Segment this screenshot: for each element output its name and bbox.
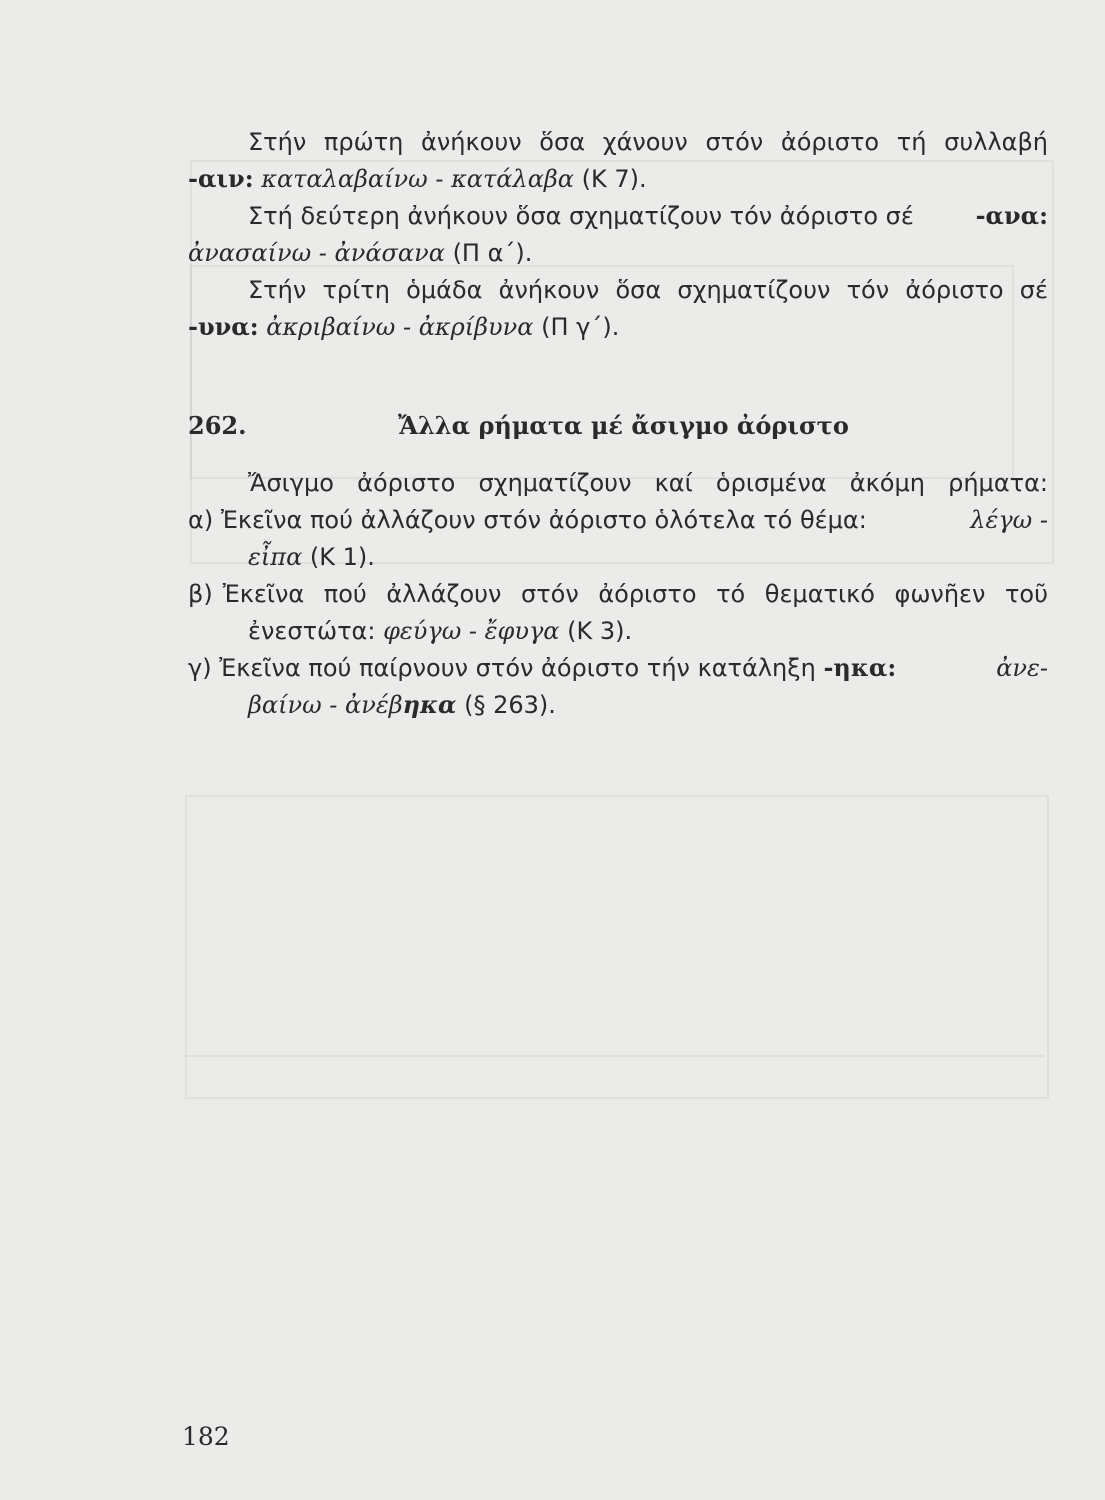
example-akrivaino: ἀκριβαίνω - ἀκρίβυνα xyxy=(266,313,534,341)
example-anasaino: ἀνασαίνω - ἀνάσανα xyxy=(188,239,445,267)
ref-k3: (Κ 3). xyxy=(567,617,633,645)
ref-pa: (Π α΄). xyxy=(452,239,533,267)
ref-263: (§ 263). xyxy=(464,691,556,719)
section-number: 262. xyxy=(188,411,247,440)
paragraph-3-line-2 xyxy=(188,311,619,343)
ending-ika: -ηκα: xyxy=(823,653,897,682)
ref-pg: (Π γ΄). xyxy=(541,313,620,341)
example-katalavaino: καταλαβαίνω - κατάλαβα xyxy=(261,165,574,193)
paragraph-3-line-1: Στήν τρίτη ὁμάδα ἀνήκουν ὅσα σχηματίζουν τόν ἀόριστο σέ xyxy=(248,276,1048,304)
paragraph-1-line-2 xyxy=(188,163,647,195)
item-c-marker: γ) xyxy=(188,654,212,682)
item-b-marker: β) xyxy=(188,580,213,608)
item-a-line-1 xyxy=(188,504,1048,536)
bleed-through-table-bottom xyxy=(185,795,1049,1099)
item-a-text: Ἐκεῖνα πού ἀλλάζουν στόν ἀόριστο ὁλότελα τό θέμα: xyxy=(220,506,867,534)
example-anevaino: βαίνω - ἀνέβ xyxy=(248,691,403,719)
paragraph-1-line-1: Στήν πρώτη ἀνήκουν ὅσα χάνουν στόν ἀόριστο τή συλλαβή xyxy=(248,128,1048,156)
item-c-line-1 xyxy=(188,652,1048,684)
ending-aiv: -αιν: xyxy=(188,164,254,193)
item-b-line-2 xyxy=(248,615,632,647)
item-c-line-2 xyxy=(248,689,556,721)
ending-ana: -ανα: xyxy=(975,201,1048,230)
example-eipa: εἶπα xyxy=(248,543,303,571)
paragraph-2-line-2 xyxy=(188,237,532,269)
item-a-marker: α) xyxy=(188,506,214,534)
ref-k1: (Κ 1). xyxy=(309,543,375,571)
item-b-line-1 xyxy=(188,578,1048,610)
ending-yna: -υνα: xyxy=(188,312,259,341)
item-c-text: Ἐκεῖνα πού παίρνουν στόν ἀόριστο τήν κατάληξη xyxy=(219,654,816,682)
ending-ika-example: ηκα xyxy=(402,690,457,719)
page-number: 182 xyxy=(182,1422,230,1451)
item-b-text-2: ἐνεστώτα: xyxy=(248,617,376,645)
example-lego: λέγω - xyxy=(970,506,1048,534)
example-fevgo: φεύγω - ἔφυγα xyxy=(383,617,560,645)
paragraph-2-line-1: Στή δεύτερη ἀνήκουν ὅσα σχηματίζουν τόν ἀόριστο σέ -ανα: xyxy=(248,201,1048,230)
section-title: Ἄλλα ρήματα μέ ἄσιγμο ἀόριστο xyxy=(398,411,849,440)
item-b-text: Ἐκεῖνα πού ἀλλάζουν στόν ἀόριστο τό θεματικό φωνῆεν τοῦ xyxy=(222,580,1048,608)
section-intro: Ἄσιγμο ἀόριστο σχηματίζουν καί ὁρισμένα ἀκόμη ρήματα: xyxy=(248,469,1048,497)
example-ane: ἀνε- xyxy=(996,654,1048,682)
item-a-line-2 xyxy=(248,541,375,573)
bleed-through-rule xyxy=(185,1055,1045,1057)
ref-k7: (Κ 7). xyxy=(581,165,647,193)
